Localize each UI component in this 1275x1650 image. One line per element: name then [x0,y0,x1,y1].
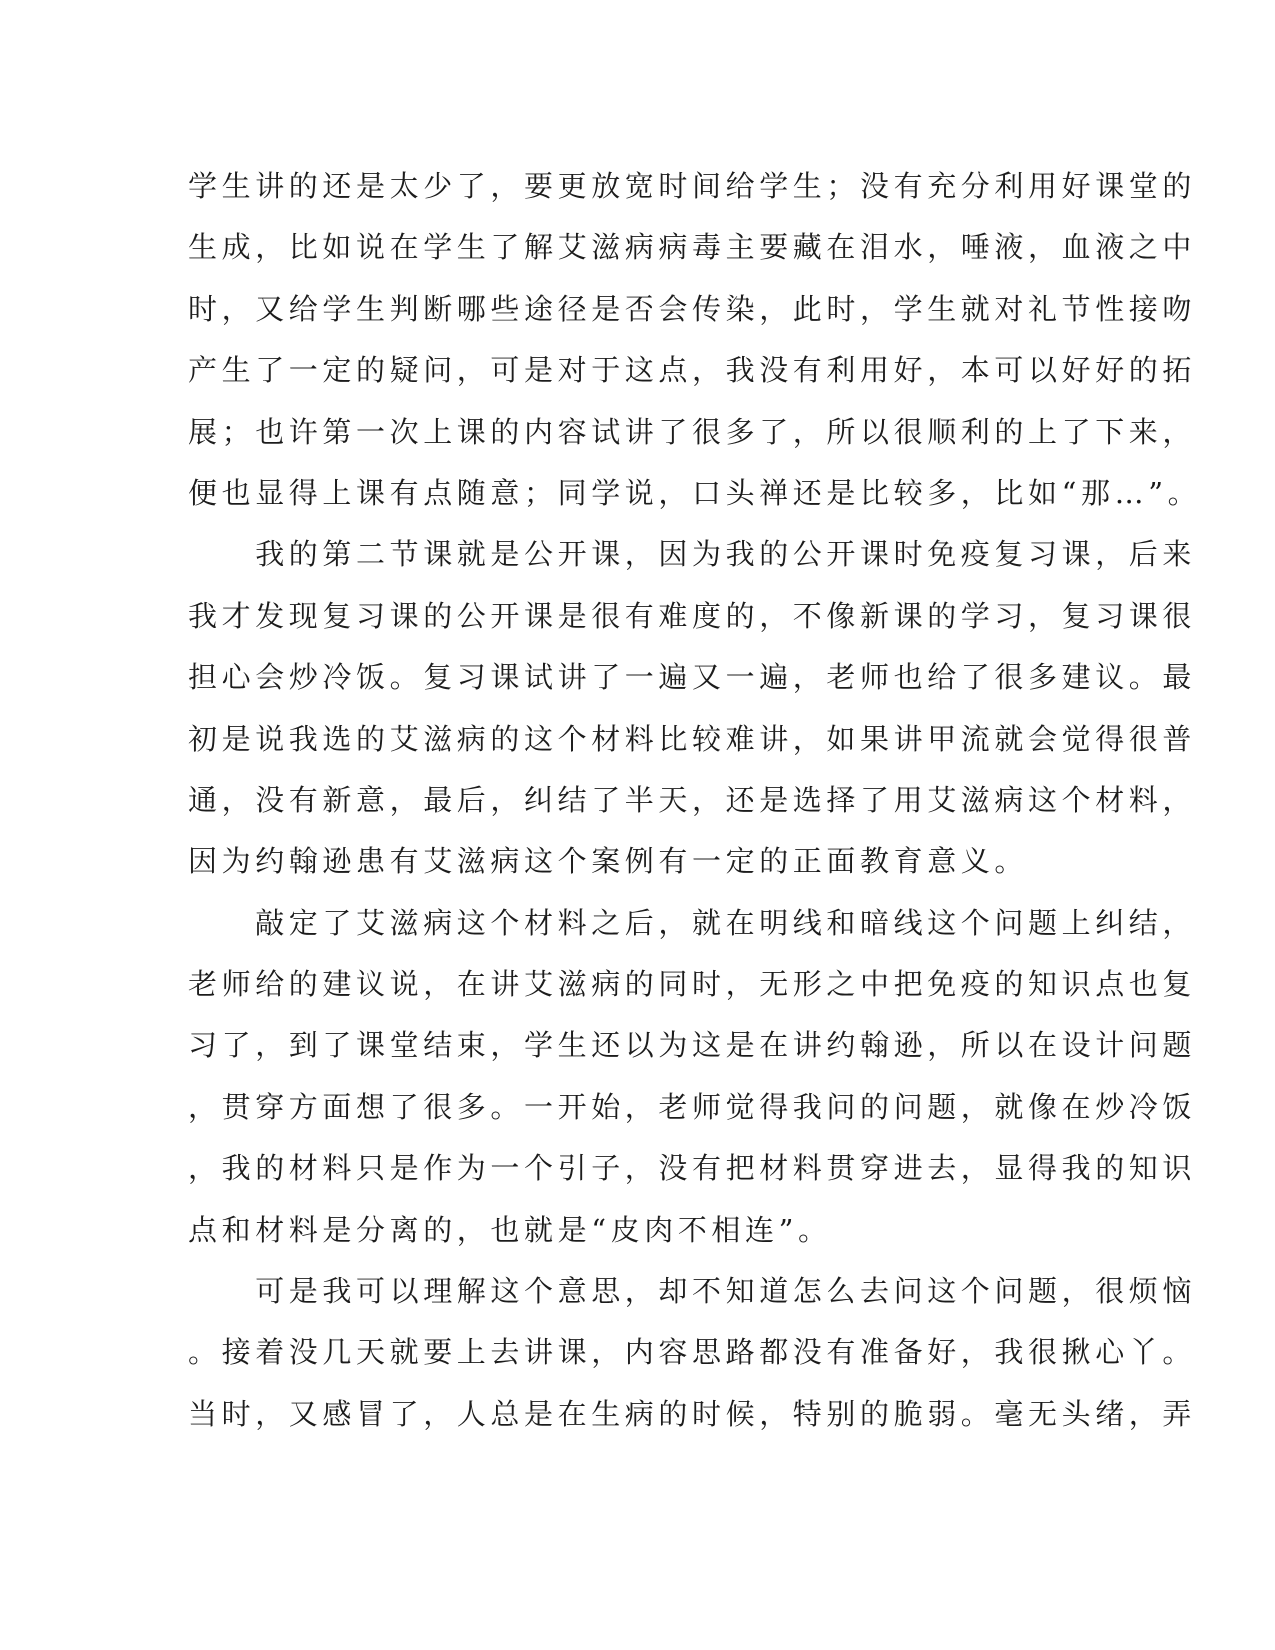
text-line: 产生了一定的疑问，可是对于这点，我没有利用好，本可以好好的拓 [188,353,1197,388]
text-line: 敲定了艾滋病这个材料之后，就在明线和暗线这个问题上纠结， [188,905,1197,940]
text-line: 。接着没几天就要上去讲课，内容思路都没有准备好，我很揪心丫。 [188,1335,1197,1370]
text-line: 学生讲的还是太少了，要更放宽时间给学生；没有充分利用好课堂的 [188,169,1197,203]
text-line: 担心会炒冷饭。复习课试讲了一遍又一遍，老师也给了很多建议。最 [188,660,1197,695]
text-line: 习了，到了课堂结束，学生还以为这是在讲约翰逊，所以在设计问题 [188,1028,1197,1063]
text-line: 初是说我选的艾滋病的这个材料比较难讲，如果讲甲流就会觉得很普 [188,721,1197,756]
text-line: ，我的材料只是作为一个引子，没有把材料贯穿进去，显得我的知识 [188,1151,1197,1186]
text-line: 通，没有新意，最后，纠结了半天，还是选择了用艾滋病这个材料， [188,782,1197,817]
text-line: 生成，比如说在学生了解艾滋病病毒主要藏在泪水，唾液，血液之中 [188,230,1197,265]
text-line: 因为约翰逊患有艾滋病这个案例有一定的正面教育意义。 [188,844,1029,879]
text-line: 我的第二节课就是公开课，因为我的公开课时免疫复习课，后来 [188,537,1197,572]
text-line: 点和材料是分离的，也就是“皮肉不相连”。 [188,1212,832,1247]
text-line: ，贯穿方面想了很多。一开始，老师觉得我问的问题，就像在炒冷饭 [188,1089,1197,1124]
text-line: 展；也许第一次上课的内容试讲了很多了，所以很顺利的上了下来， [188,414,1197,449]
text-line: 便也显得上课有点随意；同学说，口头禅还是比较多，比如“那…”。 [188,475,1202,510]
text-line: 可是我可以理解这个意思，却不知道怎么去问这个问题，很烦恼 [188,1274,1197,1309]
text-line: 我才发现复习课的公开课是很有难度的，不像新课的学习，复习课很 [188,598,1197,633]
text-line: 当时，又感冒了，人总是在生病的时候，特别的脆弱。毫无头绪，弄 [188,1396,1197,1431]
body-text [188,156,1202,1445]
text-line: 老师给的建议说，在讲艾滋病的同时，无形之中把免疫的知识点也复 [188,967,1197,1002]
text-line: 时，又给学生判断哪些途径是否会传染，此时，学生就对礼节性接吻 [188,291,1197,326]
